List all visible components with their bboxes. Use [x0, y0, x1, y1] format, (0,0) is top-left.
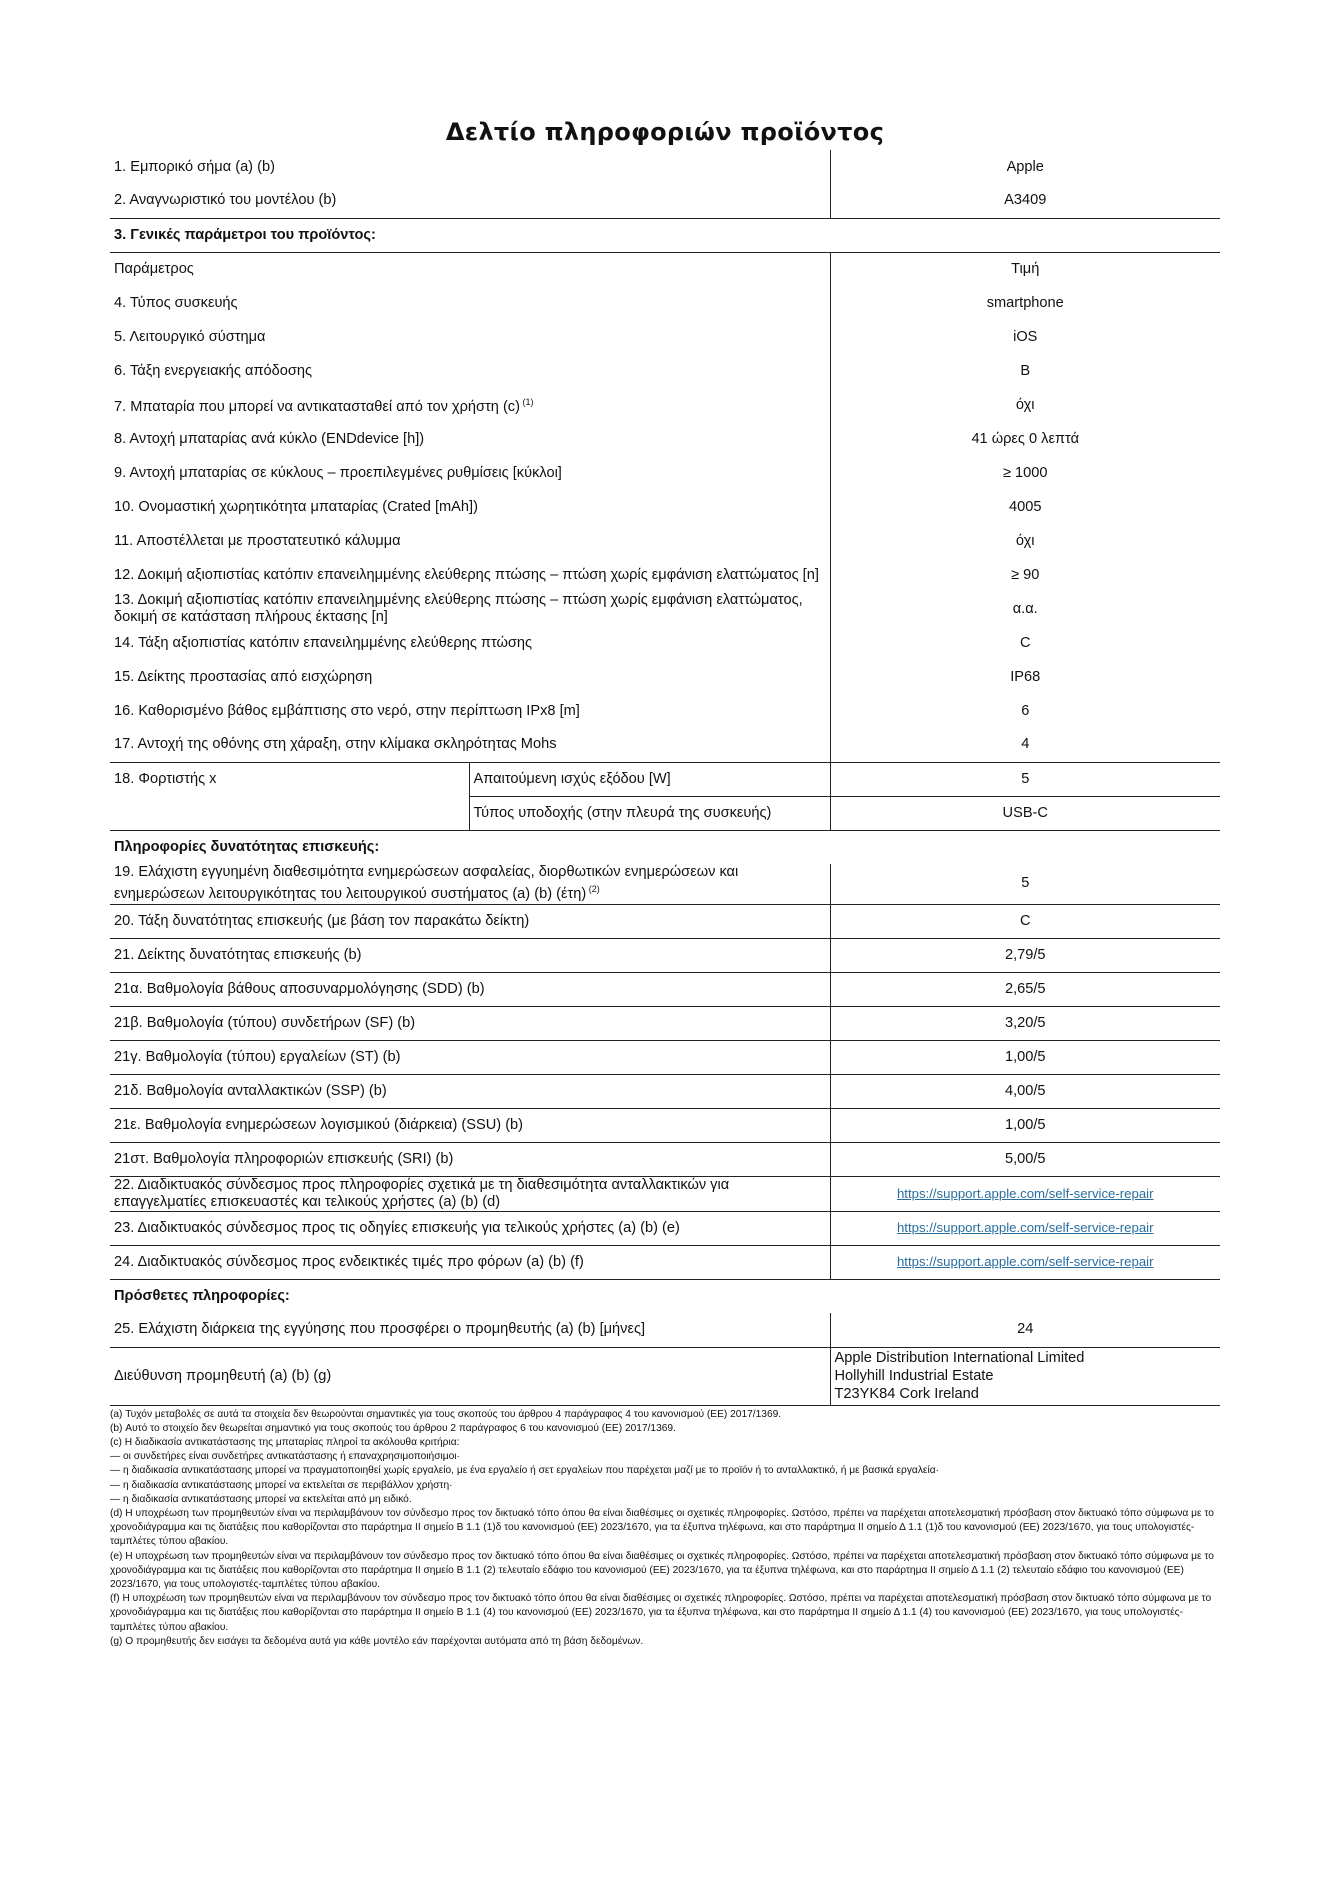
supplier-address-line: Apple Distribution International Limited: [834, 1350, 1085, 1366]
row-value: όχι: [830, 524, 1220, 558]
row-value: IP68: [830, 660, 1220, 694]
section-heading: Πρόσθετες πληροφορίες:: [114, 1287, 290, 1304]
supplier-label: Διεύθυνση προμηθευτή (a) (b) (g): [110, 1347, 830, 1405]
table-row: [110, 150, 1220, 184]
row-value: iOS: [830, 320, 1220, 354]
row-label: 21ε. Βαθμολογία ενημερώσεων λογισμικού (διάρκεια) (SSU) (b): [110, 1108, 830, 1142]
footnote: (b) Αυτό το στοιχείο δεν θεωρείται σημαντικό για τους σκοπούς του άρθρου 2 παράγραφος 6 του κανονισμού (ΕΕ) 2017/1369.: [110, 1422, 676, 1434]
row-value: [830, 1176, 1220, 1211]
footnote: (c) Η διαδικασία αντικατάστασης της μπαταρίας πληροί τα ακόλουθα κριτήρια:: [110, 1436, 460, 1448]
row-value: ≥ 90: [830, 558, 1220, 592]
row-value: A3409: [830, 184, 1220, 218]
footnote: (a) Τυχόν μεταβολές σε αυτά τα στοιχεία δεν θεωρούνται σημαντικές για τους σκοπούς του άρθρου 4 παράγραφος 4 του κανονισμού (ΕΕ) 2017/1369.: [110, 1408, 782, 1420]
parameter-header-row: [110, 252, 1220, 286]
supplier-address: [830, 1347, 1220, 1405]
table-row: [110, 1313, 1220, 1347]
footnote: (d) Η υποχρέωση των προμηθευτών είναι να περιλαμβάνουν τον σύνδεσμο προς τον δικτυακό τόπο όπου θα είναι διαθέσιμες οι σχετικές πληροφορίες. Ωστόσο, πρέπει να παρέχεται αποτελεσματική πρόσβαση στον δικτυακό τόπο σύμφωνα με το χρονοδιάγραμμα και τις διατάξεις που καθορίζονται στο παράρτημα II σημείο Β 1.1 (1)δ του κανονισμού (ΕΕ) 2023/1670, για τα έξυπνα τηλέφωνα, και στο παράρτημα II σημείο Δ 1.1 (1)δ του κανονισμού (ΕΕ) 2023/1670, για τους υπολογιστές-ταμπλέτες τύπου αβακίου.: [110, 1507, 1214, 1548]
table-row: [110, 524, 1220, 558]
table-row: [110, 694, 1220, 728]
footnotes: [110, 1408, 1220, 1649]
section-general-params: [110, 218, 1220, 252]
table-row: [110, 1108, 1220, 1142]
supplier-address-line: T23YK84 Cork Ireland: [834, 1386, 979, 1402]
row-label: 4. Τύπος συσκευής: [114, 294, 238, 311]
row-value: 2,79/5: [830, 938, 1220, 972]
row-value: ≥ 1000: [830, 456, 1220, 490]
section-heading: 3. Γενικές παράμετροι του προϊόντος:: [110, 218, 1220, 252]
row-label: 16. Καθορισμένο βάθος εμβάπτισης στο νερό, στην περίπτωση IPx8 [m]: [114, 702, 580, 719]
footnote: — η διαδικασία αντικατάστασης μπορεί να πραγματοποιηθεί χωρίς εργαλείο, με ένα εργαλείο ή σετ εργαλείων που παρέχεται μαζί με το προϊόν ή το ανταλλακτικό, ή με βασικά εργαλεία·: [110, 1465, 939, 1477]
row-label: 21. Δείκτης δυνατότητας επισκευής (b): [110, 938, 830, 972]
row-value: 41 ώρες 0 λεπτά: [830, 422, 1220, 456]
table-row: [110, 456, 1220, 490]
row-label: 11. Αποστέλλεται με προστατευτικό κάλυμμα: [114, 532, 401, 549]
row-value: Τιμή: [830, 252, 1220, 286]
row-label: 13. Δοκιμή αξιοπιστίας κατόπιν επανειλημμένης ελεύθερης πτώσης – πτώση χωρίς εμφάνιση ελαττώματος, δοκιμή σε κατάσταση πλήρους έκτασης [n]: [114, 592, 803, 625]
footnote: — η διαδικασία αντικατάστασης μπορεί να εκτελείται από μη ειδικό.: [110, 1493, 412, 1505]
table-row: [110, 1245, 1220, 1279]
table-row: [110, 422, 1220, 456]
section-additional-info: [110, 1279, 1220, 1313]
row-value: όχι: [830, 388, 1220, 422]
table-row: [110, 660, 1220, 694]
table-row: [110, 184, 1220, 218]
product-table: [110, 150, 1220, 1406]
row-label: 21β. Βαθμολογία (τύπου) συνδετήρων (SF) (b): [110, 1006, 830, 1040]
row-label: 7. Μπαταρία που μπορεί να αντικατασταθεί από τον χρήστη (c) $^{(1)}$: [114, 397, 534, 415]
row-label: 15. Δείκτης προστασίας από εισχώρηση: [114, 668, 373, 685]
footnote-ref: (1): [519, 397, 534, 408]
table-row: [110, 558, 1220, 592]
row-label: 17. Αντοχή της οθόνης στη χάραξη, στην κλίμακα σκληρότητας Mohs: [110, 728, 830, 762]
table-row: [110, 904, 1220, 938]
row-label: Παράμετρος: [114, 260, 194, 277]
table-row: [110, 490, 1220, 524]
row-value: [830, 1245, 1220, 1279]
row-label: 8. Αντοχή μπαταρίας ανά κύκλο (ENDdevice [h]): [114, 430, 425, 447]
footnote: (f) Η υποχρέωση των προμηθευτών είναι να περιλαμβάνουν τον σύνδεσμο προς τον δικτυακό τόπο όπου θα είναι διαθέσιμες οι σχετικές πληροφορίες. Ωστόσο, πρέπει να παρέχεται αποτελεσματική πρόσβαση στον δικτυακό τόπο σύμφωνα με το χρονοδιάγραμμα και τις διατάξεις που καθορίζονται στο παράρτημα II σημείο Β 1.1 (4) του κανονισμού (ΕΕ) 2023/1670, για τα έξυπνα τηλέφωνα, και στο παράρτημα II σημείο Δ 1.1 (4) του κανονισμού (ΕΕ) 2023/1670, για τους υπολογιστές-ταμπλέτες τύπου αβακίου.: [110, 1593, 1212, 1633]
row-value: B: [830, 354, 1220, 388]
row-value: smartphone: [830, 286, 1220, 320]
footnote: (g) Ο προμηθευτής δεν εισάγει τα δεδομένα αυτά για κάθε μοντέλο εάν παρέχονται αυτόματα από τη βάση δεδομένων.: [110, 1635, 644, 1647]
charger-label: 18. Φορτιστής x: [110, 762, 469, 830]
row-label: 21στ. Βαθμολογία πληροφοριών επισκευής (SRI) (b): [110, 1142, 830, 1176]
external-link[interactable]: https://support.apple.com/self-service-repair: [896, 1185, 1154, 1201]
row-label: 21α. Βαθμολογία βάθους αποσυναρμολόγησης (SDD) (b): [110, 972, 830, 1006]
row-label: 25. Ελάχιστη διάρκεια της εγγύησης που προσφέρει ο προμηθευτής (a) (b) [μήνες]: [110, 1313, 830, 1347]
row-label: 22. Διαδικτυακός σύνδεσμος προς πληροφορίες σχετικά με τη διαθεσιμότητα ανταλλακτικών για επαγγελματίες επισκευαστές και τελικούς χρήστες (a) (b) (d): [110, 1176, 830, 1211]
charger-sub-value: USB-C: [830, 796, 1220, 830]
row-label: 6. Τάξη ενεργειακής απόδοσης: [114, 362, 313, 379]
row-value: 3,20/5: [830, 1006, 1220, 1040]
row-value: [830, 1211, 1220, 1245]
row-label: 24. Διαδικτυακός σύνδεσμος προς ενδεικτικές τιμές προ φόρων (a) (b) (f): [110, 1245, 830, 1279]
charger-sub-value: 5: [830, 762, 1220, 796]
row-value: α.α.: [830, 592, 1220, 626]
table-row: [110, 1074, 1220, 1108]
row-value: 4005: [830, 490, 1220, 524]
table-row: [110, 1142, 1220, 1176]
supplier-row: [110, 1347, 1220, 1405]
row-label: 12. Δοκιμή αξιοπιστίας κατόπιν επανειλημμένης ελεύθερης πτώσης – πτώση χωρίς εμφάνιση ελαττώματος [n]: [114, 566, 819, 583]
row-value: 1,00/5: [830, 1108, 1220, 1142]
table-row: [110, 938, 1220, 972]
row-value: 2,65/5: [830, 972, 1220, 1006]
external-link[interactable]: https://support.apple.com/self-service-repair: [896, 1254, 1154, 1269]
row-label: 5. Λειτουργικό σύστημα: [114, 328, 266, 345]
footnote: — η διαδικασία αντικατάστασης μπορεί να εκτελείται σε περιβάλλον χρήστη·: [110, 1479, 453, 1491]
table-row: [110, 354, 1220, 388]
charger-sub-label: Τύπος υποδοχής (στην πλευρά της συσκευής): [469, 796, 830, 830]
section-repairability: [110, 830, 1220, 864]
section-heading: Πληροφορίες δυνατότητας επισκευής:: [114, 838, 380, 855]
row-label: 9. Αντοχή μπαταρίας σε κύκλους – προεπιλεγμένες ρυθμίσεις [κύκλοι]: [114, 464, 562, 481]
row-label: 23. Διαδικτυακός σύνδεσμος προς τις οδηγίες επισκευής για τελικούς χρήστες (a) (b) (e): [110, 1211, 830, 1245]
row-value: 5: [830, 864, 1220, 904]
table-row: [110, 728, 1220, 762]
table-row: [110, 286, 1220, 320]
supplier-address-line: Hollyhill Industrial Estate: [834, 1368, 994, 1384]
row-label: 14. Τάξη αξιοπιστίας κατόπιν επανειλημμένης ελεύθερης πτώσης: [114, 634, 533, 651]
footnote: — οι συνδετήρες είναι συνδετήρες αντικατάστασης ή επαναχρησιμοποιήσιμοι·: [110, 1451, 460, 1463]
table-row: [110, 320, 1220, 354]
table-row: [110, 864, 1220, 904]
row-value: 24: [830, 1313, 1220, 1347]
row-label: 20. Τάξη δυνατότητας επισκευής (με βάση τον παρακάτω δείκτη): [110, 904, 830, 938]
row-value: Apple: [830, 150, 1220, 184]
table-row: [110, 972, 1220, 1006]
row-value: C: [830, 626, 1220, 660]
table-row: [110, 1176, 1220, 1211]
page-title: Δελτίο πληροφοριών προϊόντος: [445, 118, 885, 146]
table-row: [110, 1006, 1220, 1040]
row-label: 10. Ονομαστική χωρητικότητα μπαταρίας (Crated [mAh]): [114, 498, 478, 515]
row-value: 1,00/5: [830, 1040, 1220, 1074]
row-value: 4,00/5: [830, 1074, 1220, 1108]
product-information-sheet: [110, 118, 1220, 1649]
row-value: C: [830, 904, 1220, 938]
charger-sub-label: Απαιτούμενη ισχύς εξόδου [W]: [469, 762, 830, 796]
row-label: 1. Εμπορικό σήμα (a) (b): [114, 158, 275, 175]
row-label: 21δ. Βαθμολογία ανταλλακτικών (SSP) (b): [110, 1074, 830, 1108]
row-value: 4: [830, 728, 1220, 762]
row-value: 6: [830, 694, 1220, 728]
table-row: [110, 626, 1220, 660]
table-row: [110, 592, 1220, 626]
row-value: 5,00/5: [830, 1142, 1220, 1176]
row-label: 21γ. Βαθμολογία (τύπου) εργαλείων (ST) (b): [110, 1040, 830, 1074]
row-label: 2. Αναγνωριστικό του μοντέλου (b): [110, 184, 830, 218]
charger-row: [110, 762, 1220, 796]
external-link[interactable]: https://support.apple.com/self-service-repair: [896, 1220, 1154, 1235]
footnote: (e) Η υποχρέωση των προμηθευτών είναι να περιλαμβάνουν τον σύνδεσμο προς τον δικτυακό τόπο όπου θα είναι διαθέσιμες οι σχετικές πληροφορίες. Ωστόσο, πρέπει να παρέχεται αποτελεσματική πρόσβαση στον δικτυακό τόπο σύμφωνα με το χρονοδιάγραμμα και τις διατάξεις που καθορίζονται στο παράρτημα II σημείο Β 1.1 (2) τελευταίο εδάφιο του κανονισμού (ΕΕ) 2023/1670, για τα έξυπνα τηλέφωνα, και στο παράρτημα II σημείο Δ 1.1 (2) τελευταίο εδάφιο του κανονισμού (ΕΕ) 2023/1670, για τους υπολογιστές-ταμπλέτες τύπου αβακίου.: [110, 1550, 1214, 1590]
table-row: [110, 388, 1220, 422]
footnote-ref: (2): [586, 884, 600, 895]
row-label: 19. Ελάχιστη εγγυημένη διαθεσιμότητα ενημερώσεων ασφαλείας, διορθωτικών ενημερώσεων και ενημερώσεων λειτουργικότητας του λειτουργικού συστήματος (a) (b) (έτη) $^{(2)}$: [110, 864, 830, 904]
table-row: [110, 1211, 1220, 1245]
table-row: [110, 1040, 1220, 1074]
